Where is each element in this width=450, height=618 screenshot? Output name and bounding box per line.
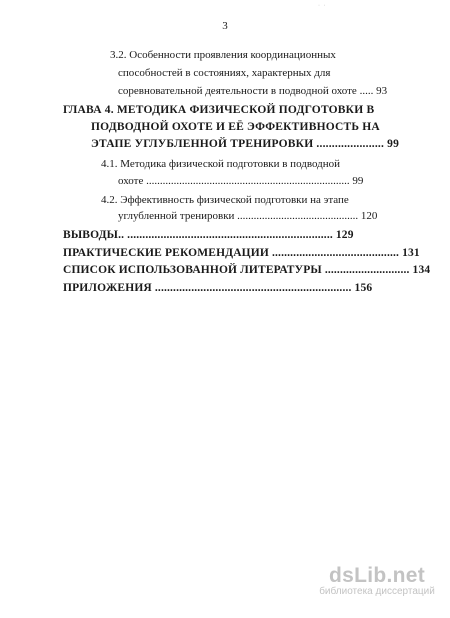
toc-4-1-line-2: охоте .......................................................................... 99 (118, 175, 364, 187)
toc-appendices: ПРИЛОЖЕНИЯ ................................................................. 156 (63, 282, 373, 294)
toc-4-2-line-1: 4.2. Эффективность физической подготовки на этапе (101, 194, 349, 206)
toc-3-2-line-2: способностей в состояниях, характерных для (118, 67, 331, 79)
page-number: 3 (222, 20, 228, 32)
toc-conclusions: ВЫВОДЫ.. .................................................................... 129 (63, 229, 354, 241)
toc-3-2-line-3: соревновательной деятельности в подводной охоте ..... 93 (118, 85, 388, 97)
watermark-subtitle: библиотека диссертаций (319, 586, 435, 597)
toc-3-2-line-1: 3.2. Особенности проявления координационных (110, 49, 336, 61)
corner-mark: · · (318, 3, 327, 9)
toc-recommendations: ПРАКТИЧЕСКИЕ РЕКОМЕНДАЦИИ .......................................... 131 (63, 247, 420, 259)
toc-chapter-4-line-3: ЭТАПЕ УГЛУБЛЕННОЙ ТРЕНИРОВКИ ...................... 99 (91, 138, 400, 150)
toc-chapter-4-line-1: ГЛАВА 4. МЕТОДИКА ФИЗИЧЕСКОЙ ПОДГОТОВКИ В (63, 104, 375, 116)
watermark (312, 564, 442, 597)
toc-4-1-line-1: 4.1. Методика физической подготовки в подводной (101, 158, 341, 170)
toc-4-2-line-2: углубленной тренировки ............................................ 120 (118, 210, 378, 222)
toc-chapter-4-line-2: ПОДВОДНОЙ ОХОТЕ И ЕЁ ЭФФЕКТИВНОСТЬ НА (91, 121, 380, 133)
toc-literature: СПИСОК ИСПОЛЬЗОВАННОЙ ЛИТЕРАТУРЫ ............................ 134 (63, 264, 431, 276)
watermark-logo: dsLib.net (328, 564, 426, 587)
